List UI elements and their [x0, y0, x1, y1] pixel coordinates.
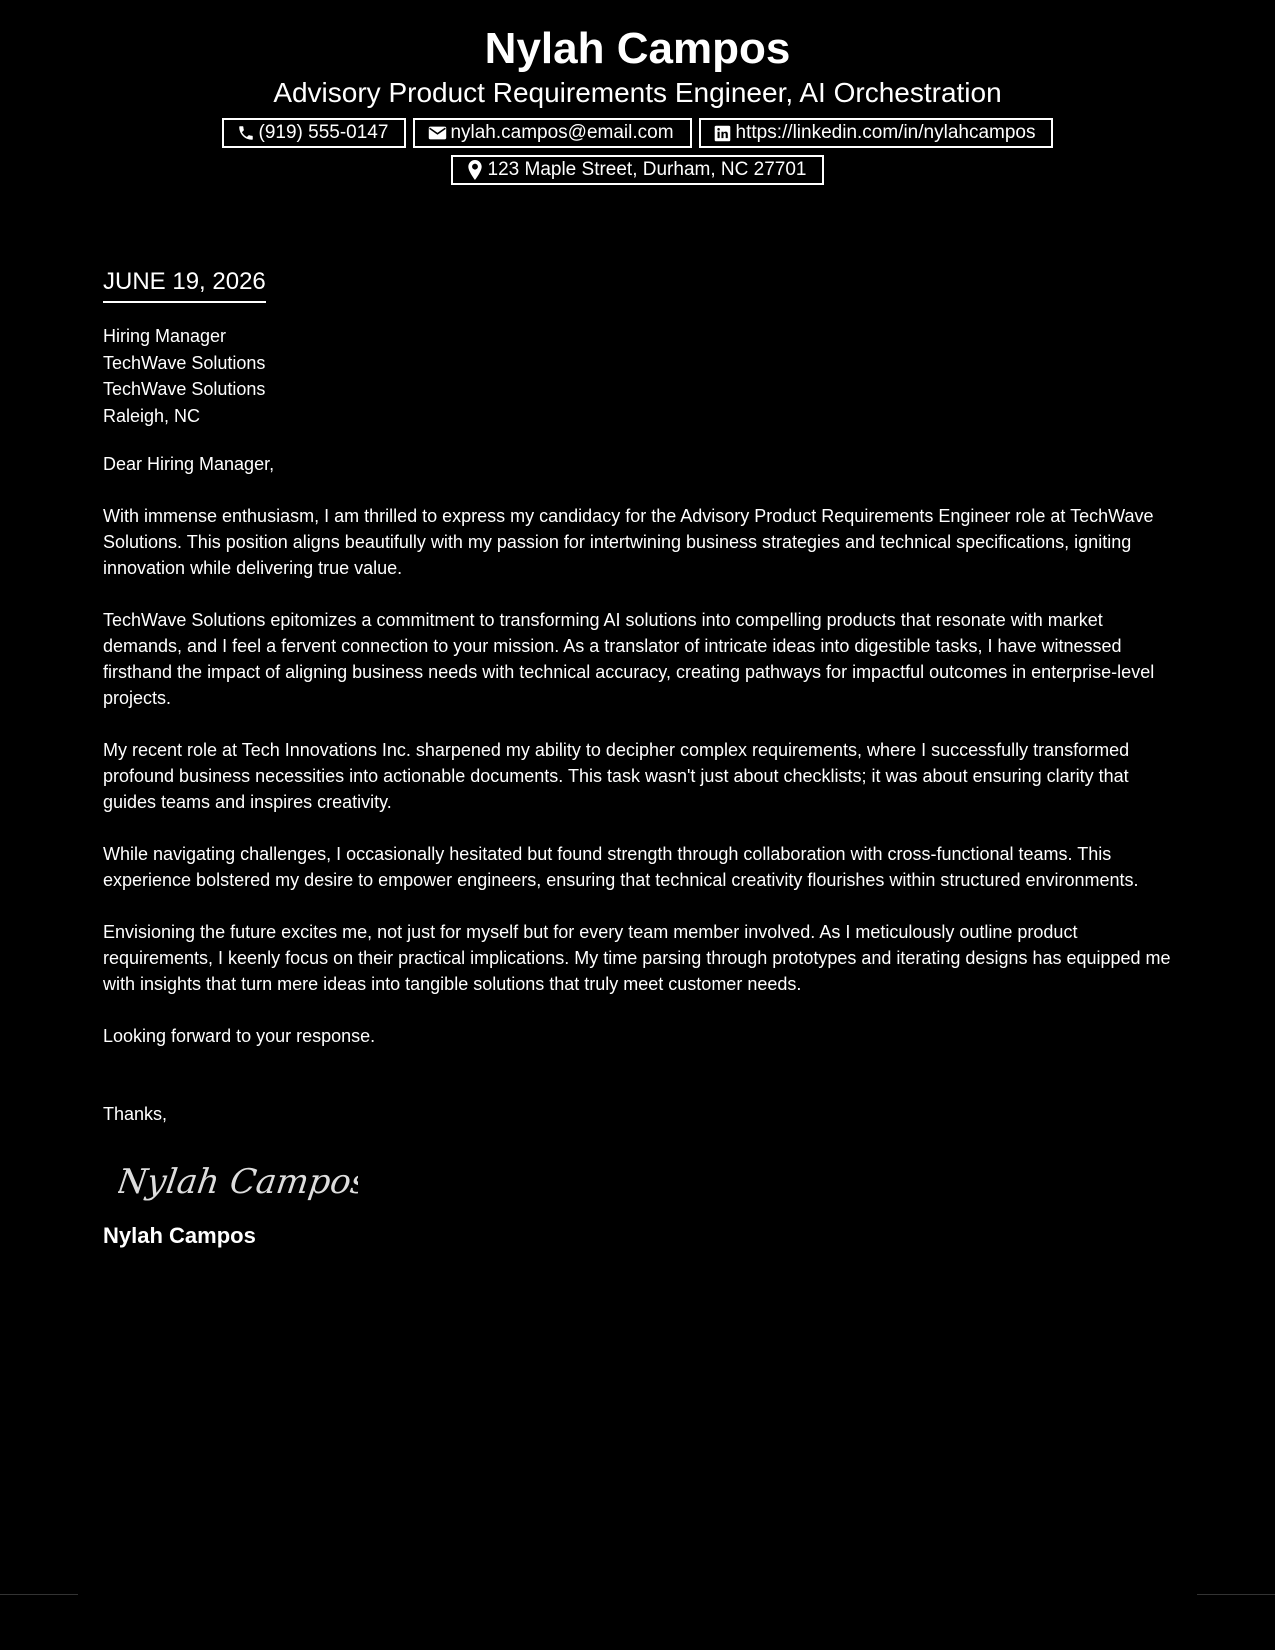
- email-chip[interactable]: [413, 118, 691, 148]
- letter-body: [103, 266, 1178, 1251]
- phone-icon: [236, 123, 256, 143]
- body-paragraph: Envisioning the future excites me, not just for myself but for every team member involved. As I meticulously outline product requirements, I keenly focus on their practical implications. My time parsing through prototypes and iterating designs has equipped me with insights that turn mere ideas into tangible solutions that truly meet customer needs.: [103, 922, 1171, 994]
- contact-row-2: [0, 155, 1275, 185]
- phone-chip[interactable]: [222, 118, 407, 148]
- recipient-line: Hiring Manager: [103, 326, 227, 346]
- applicant-title: Advisory Product Requirements Engineer, AI Orchestration: [273, 77, 1002, 108]
- signer-name: Nylah Campos: [103, 1223, 256, 1248]
- address-text: 123 Maple Street, Durham, NC 27701: [487, 159, 807, 180]
- recipient-line: TechWave Solutions: [103, 352, 266, 373]
- body-paragraph: My recent role at Tech Innovations Inc. sharpened my ability to decipher complex requirements, where I successfully transformed profound business necessities into actionable documents. This task wasn't just about checklists; it was about ensuring clarity that guides teams and inspires creativity.: [103, 740, 1130, 812]
- recipient-line: Raleigh, NC: [103, 405, 201, 426]
- recipient-line: TechWave Solutions: [103, 379, 266, 399]
- phone-text: (919) 555-0147: [258, 122, 389, 143]
- footer-rule-right: [1197, 1594, 1275, 1595]
- email-text: nylah.campos@email.com: [450, 122, 674, 143]
- linkedin-chip[interactable]: [699, 118, 1054, 148]
- recipient-block: [103, 323, 1178, 429]
- address-chip: [451, 155, 825, 185]
- body-paragraph: TechWave Solutions epitomizes a commitment to transforming AI solutions into compelling products that resonate with market demands, and I feel a fervent connection to your mission. As a translator of intricate ideas into digestible tasks, I have witnessed firsthand the impact of aligning business needs with technical accuracy, creating pathways for impactful outcomes in enterprise-level projects.: [103, 610, 1155, 708]
- letter-date: JUNE 19, 2026: [103, 266, 266, 303]
- svg-text:Nylah Campos: Nylah Campos: [118, 1162, 358, 1202]
- salutation: Dear Hiring Manager,: [103, 454, 275, 474]
- signoff: Thanks,: [103, 1104, 168, 1124]
- applicant-name: Nylah Campos: [484, 24, 791, 73]
- map-pin-icon: [465, 160, 485, 180]
- body-paragraph: With immense enthusiasm, I am thrilled to express my candidacy for the Advisory Product Requirements Engineer role at TechWave Solutions. This position aligns beautifully with my passion for intertwining business strategies and technical specifications, igniting innovation while delivering true value.: [103, 506, 1154, 578]
- handwritten-signature: [118, 1149, 358, 1209]
- body-paragraph: While navigating challenges, I occasionally hesitated but found strength through collaboration with cross-functional teams. This experience bolstered my desire to empower engineers, ensuring that technical creativity flourishes within structured environments.: [103, 844, 1139, 890]
- letter-header: [0, 22, 1275, 192]
- linkedin-icon: [713, 123, 733, 143]
- linkedin-text: https://linkedin.com/in/nylahcampos: [735, 122, 1036, 143]
- envelope-icon: [427, 123, 447, 143]
- closing-line: Looking forward to your response.: [103, 1026, 376, 1046]
- footer-rule-left: [0, 1594, 78, 1595]
- contact-row-1: [0, 118, 1275, 148]
